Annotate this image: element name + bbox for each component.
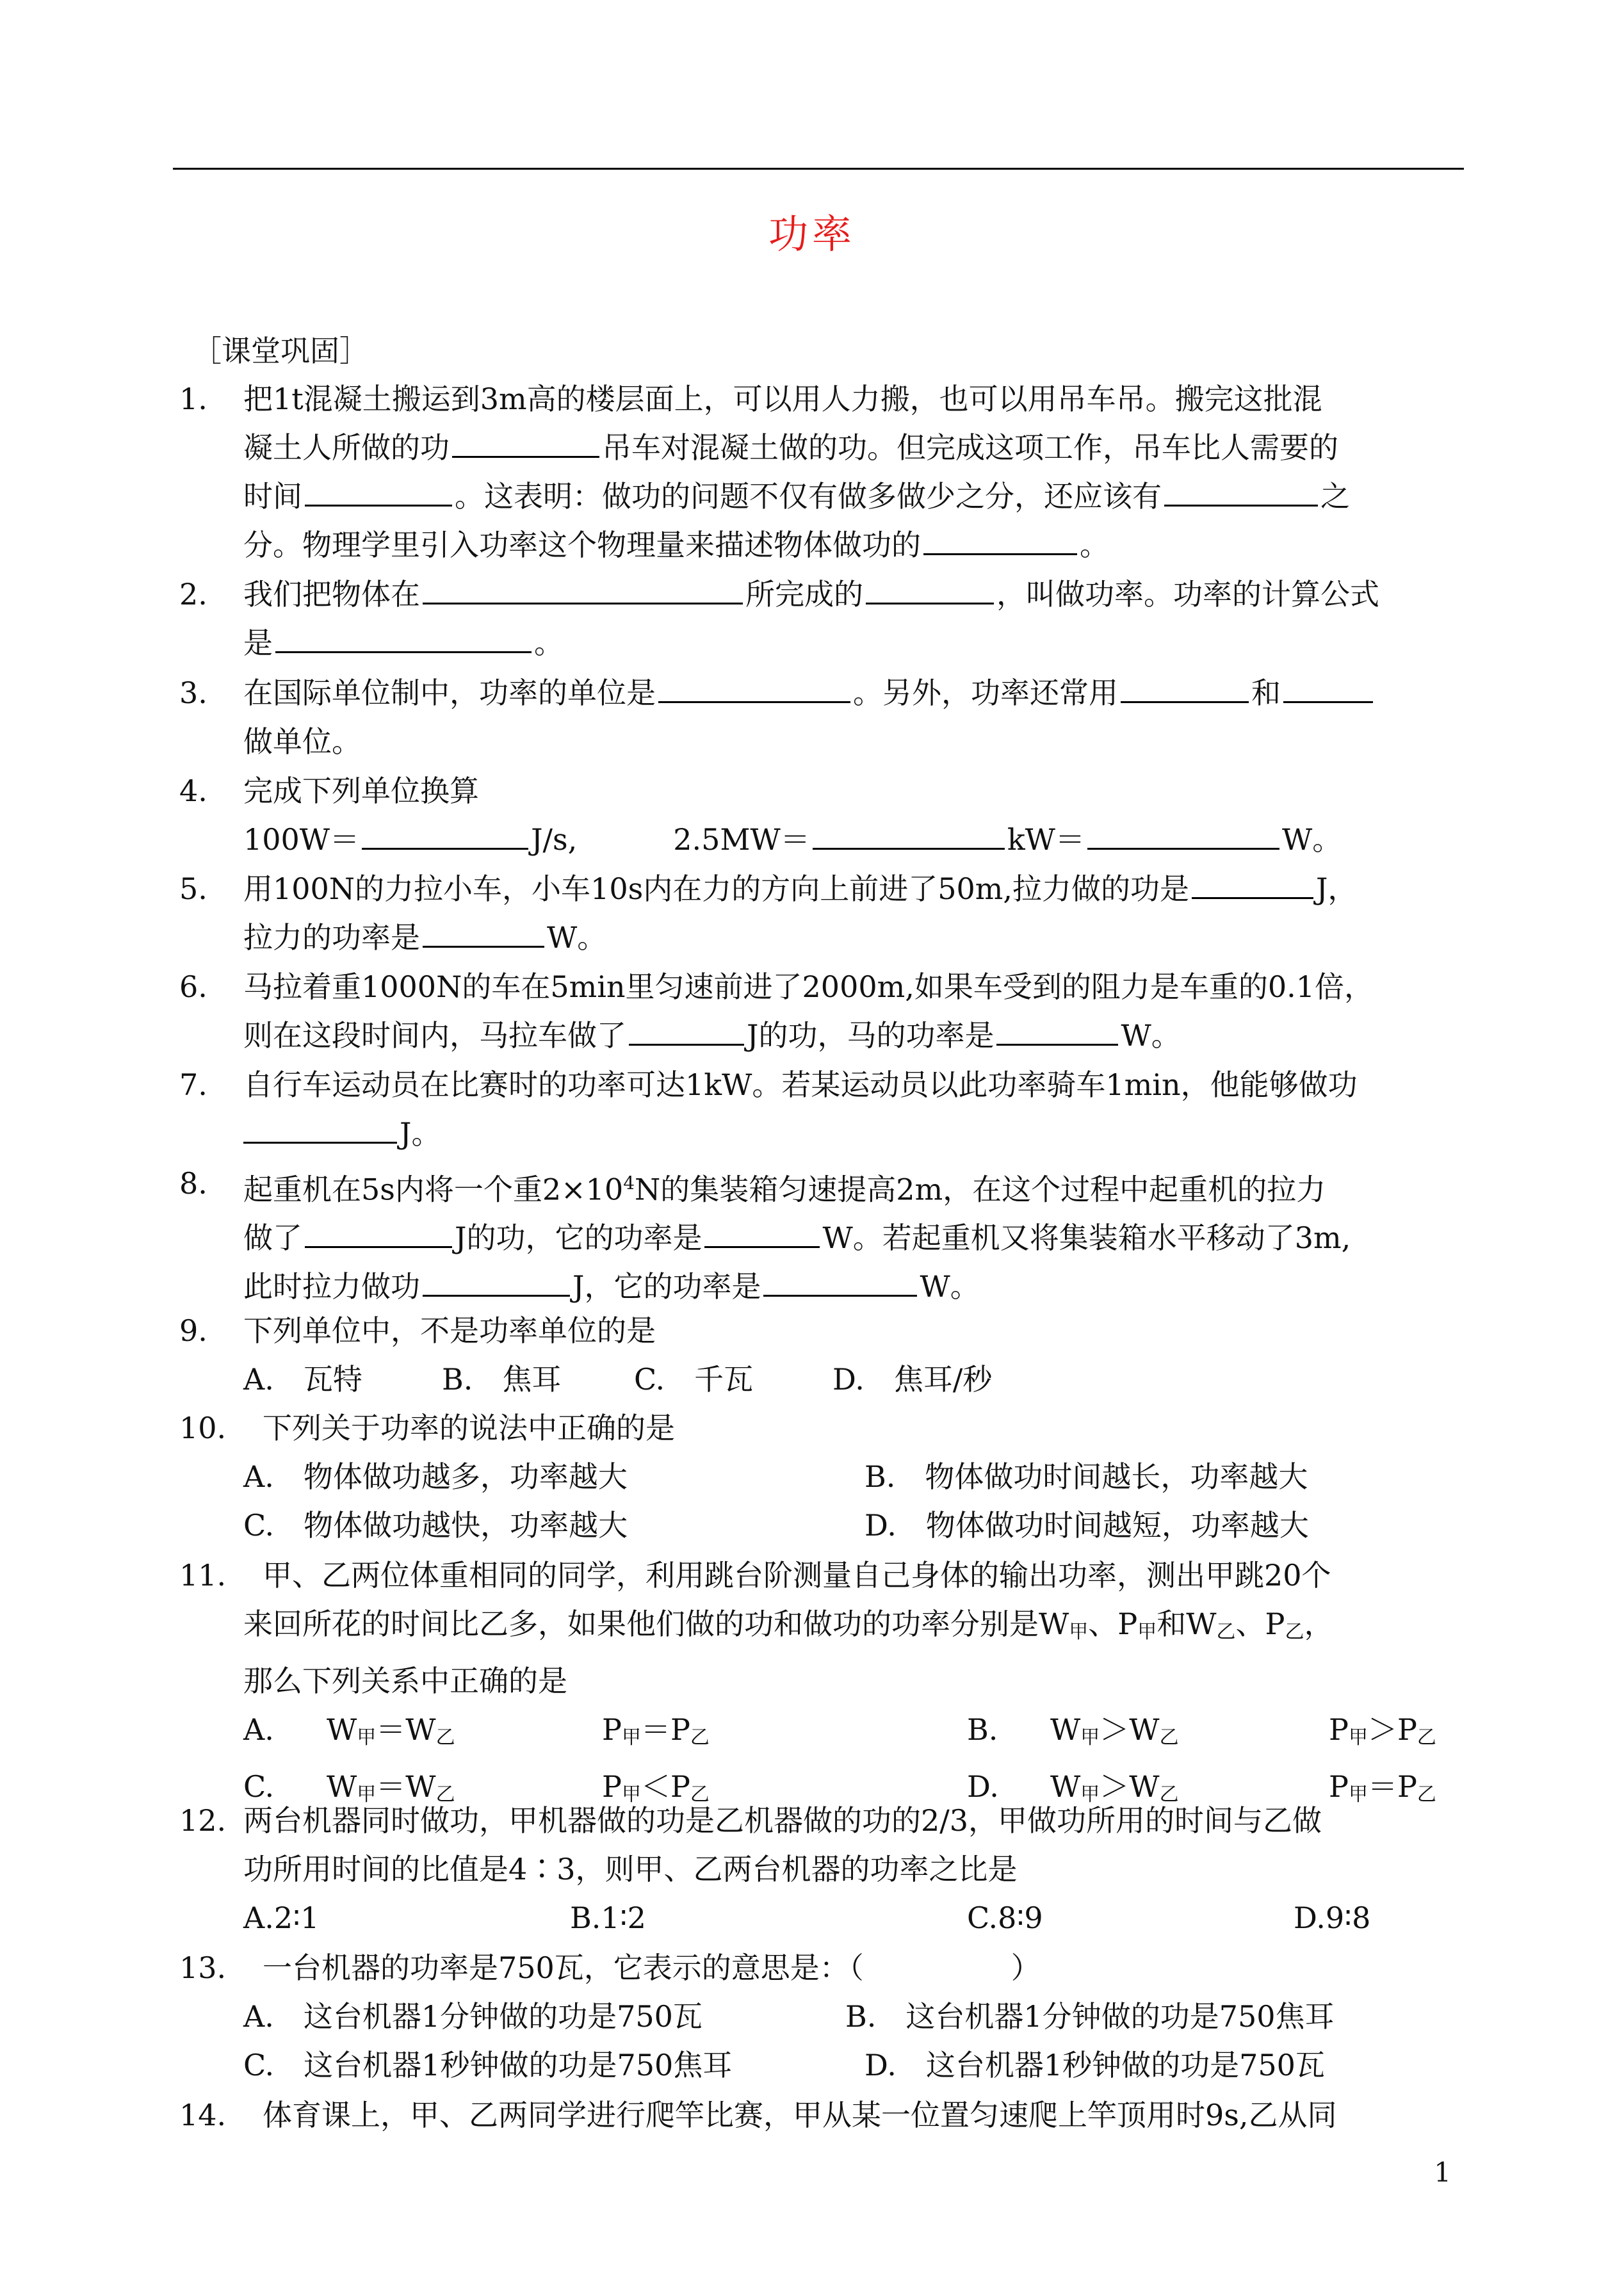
option-d-w: $W_甲>W_乙$ [1050, 1769, 1179, 1806]
option-a[interactable]: A. 这台机器1分钟做的功是750瓦 [243, 1999, 702, 2034]
question-5 [173, 864, 1464, 962]
options-row [243, 1452, 1464, 1501]
option-c[interactable]: C. 千瓦 [634, 1362, 754, 1397]
text-line: J。 [243, 1109, 1464, 1158]
question-13 [173, 1943, 1464, 2089]
section-heading: ［课堂巩固］ [192, 334, 369, 368]
answer-blank[interactable] [423, 923, 544, 948]
text-line: 来回所花的时间比乙多，如果他们做的功和做功的功率分别是$W_甲$、$P_甲$和$W_乙$、$P_乙$， [243, 1607, 1334, 1643]
text-line: 功所用时间的比值是4∶3，则甲、乙两台机器的功率之比是 [243, 1852, 1018, 1886]
answer-blank[interactable] [704, 1223, 820, 1248]
options-row [243, 1992, 1464, 2041]
text-line: 在国际单位制中，功率的单位是 。另外，功率还常用 和 [243, 669, 1464, 717]
question-stem: 下列单位中，不是功率单位的是 [243, 1313, 656, 1348]
answer-blank[interactable] [1192, 874, 1313, 899]
options-row [243, 1705, 1464, 1762]
option-d[interactable]: D. [967, 1769, 999, 1804]
option-d[interactable]: D.9∶8 [1294, 1901, 1371, 1935]
answer-blank[interactable] [629, 1021, 744, 1046]
text-line: 分。物理学里引入功率这个物理量来描述物体做功的 。 [243, 528, 1109, 562]
question-number: 8. [179, 1166, 207, 1201]
answer-blank[interactable] [423, 580, 743, 604]
answer-blank[interactable] [996, 1021, 1118, 1046]
question-11 [173, 1551, 1464, 1819]
question-number: 1. [179, 382, 207, 416]
question-stem: 一台机器的功率是750瓦，它表示的意思是：（ ） [263, 1950, 1041, 1985]
options-row [243, 1894, 1464, 1942]
question-6 [173, 962, 1464, 1060]
question-8 [173, 1159, 1464, 1311]
text-line: 那么下列关系中正确的是 [243, 1664, 567, 1698]
answer-blank[interactable] [275, 628, 532, 653]
question-number: 5. [179, 872, 207, 906]
answer-blank[interactable] [243, 1119, 397, 1144]
text-line: 拉力的功率是 W。 [243, 920, 607, 955]
option-c[interactable]: C. 这台机器1秒钟做的功是750焦耳 [243, 2048, 733, 2082]
answer-blank[interactable] [923, 530, 1077, 555]
question-4 [173, 766, 1464, 864]
question-number: 9. [179, 1313, 207, 1348]
option-c[interactable]: C.8∶9 [967, 1901, 1043, 1935]
text-line: 起重机在5s内将一个重$2\times 10^4N$的集装箱匀速提高2m，在这个过程中起重机的拉力 [243, 1172, 1326, 1207]
option-a-w: $W_甲=W_乙$ [327, 1712, 455, 1749]
answer-blank[interactable] [305, 482, 452, 507]
option-b-p: $P_甲>P_乙$ [1329, 1712, 1436, 1749]
answer-blank[interactable] [362, 825, 528, 850]
option-b[interactable]: B. 这台机器1分钟做的功是750焦耳 [845, 1999, 1335, 2034]
question-number: 3. [179, 676, 207, 710]
option-a[interactable]: A. 物体做功越多，功率越大 [243, 1459, 628, 1494]
text-line: 是 。 [243, 626, 564, 660]
page-number: 1 [1434, 2157, 1451, 2188]
question-9 [173, 1306, 1464, 1404]
question-number: 12. [179, 1803, 227, 1838]
question-10 [173, 1404, 1464, 1550]
question-number: 7. [179, 1067, 207, 1102]
question-number: 6. [179, 969, 207, 1004]
options-row [243, 1501, 1464, 1550]
text-line: 甲、乙两位体重相同的同学，利用跳台阶测量自己身体的输出功率，测出甲跳20个 [263, 1558, 1331, 1593]
text-line: 用100N的力拉小车，小车10s内在力的方向上前进了50m,拉力做的功是 J， [243, 872, 1358, 906]
option-b[interactable]: B.1∶2 [570, 1901, 646, 1935]
answer-blank[interactable] [452, 433, 599, 458]
text-line: 体育课上，甲、乙两同学进行爬竿比赛，甲从某一位置匀速爬上竿顶用时9s,乙从同 [263, 2098, 1337, 2132]
question-number: 10. [179, 1411, 227, 1445]
text-line: 我们把物体在 所完成的 ，叫做功率。功率的计算公式 [243, 577, 1379, 612]
answer-blank[interactable] [813, 825, 1005, 850]
text-line: 则在这段时间内，马拉车做了 J的功，马的功率是 W。 [243, 1018, 1181, 1053]
option-d[interactable]: D. 焦耳/秒 [832, 1362, 993, 1397]
question-7 [173, 1060, 1464, 1158]
options-row [243, 2041, 1464, 2089]
option-b[interactable]: B. 物体做功时间越长，功率越大 [865, 1459, 1308, 1494]
question-12 [173, 1796, 1464, 1942]
answer-blank[interactable] [305, 1223, 452, 1248]
option-c[interactable]: C. 物体做功越快，功率越大 [243, 1508, 628, 1543]
question-number: 14. [179, 2098, 227, 2132]
answer-blank[interactable] [1283, 678, 1373, 703]
option-a[interactable]: A. 瓦特 [243, 1362, 362, 1397]
answer-blank[interactable] [1164, 482, 1318, 507]
option-a[interactable]: A.2∶1 [243, 1901, 320, 1935]
question-1 [173, 375, 1464, 569]
question-number: 2. [179, 577, 207, 612]
option-a-p: $P_甲=P_乙$ [602, 1712, 710, 1749]
answer-blank[interactable] [866, 580, 994, 604]
answer-blank[interactable] [763, 1272, 917, 1297]
option-d[interactable]: D. 这台机器1秒钟做的功是750瓦 [865, 2048, 1325, 2082]
text-line: 做单位。 [243, 724, 361, 759]
text-line: 完成下列单位换算 [243, 774, 479, 808]
answer-blank[interactable] [658, 678, 850, 703]
option-c-p: $P_甲<P_乙$ [602, 1769, 710, 1806]
question-2 [173, 570, 1464, 667]
text-line: 自行车运动员在比赛时的功率可达1kW。若某运动员以此功率骑车1min，他能够做功 [243, 1067, 1358, 1102]
options-row [243, 1355, 1464, 1404]
text-line: 时间 。这表明：做功的问题不仅有做多做少之分，还应该有 之 [243, 479, 1350, 514]
question-number: 11. [179, 1558, 227, 1593]
text-line: 100W＝ J/s, 2.5MW＝ kW＝ W。 [243, 822, 1342, 857]
option-b[interactable]: B. [967, 1712, 998, 1747]
question-stem: 下列关于功率的说法中正确的是 [263, 1411, 675, 1445]
option-a[interactable]: A. [243, 1712, 274, 1747]
answer-blank[interactable] [423, 1272, 570, 1297]
option-d-p: $P_甲=P_乙$ [1329, 1769, 1436, 1806]
option-d[interactable]: D. 物体做功时间越短，功率越大 [865, 1508, 1309, 1543]
question-number: 13. [179, 1950, 227, 1985]
question-14 [173, 2091, 1464, 2139]
question-3 [173, 669, 1464, 766]
text-line: 凝土人所做的功 吊车对混凝土做的功。但完成这项工作，吊车比人需要的 [243, 430, 1338, 465]
text-line: 马拉着重1000N的车在5min里匀速前进了2000m,如果车受到的阻力是车重的0.1倍， [243, 969, 1374, 1004]
question-number: 4. [179, 774, 207, 808]
option-c-w: $W_甲=W_乙$ [327, 1769, 455, 1806]
option-b-w: $W_甲>W_乙$ [1050, 1712, 1179, 1749]
page-title: 功率 [768, 211, 856, 257]
text-line: 把1t混凝土搬运到3m高的楼层面上，可以用人力搬，也可以用吊车吊。搬完这批混 [243, 382, 1322, 416]
answer-blank[interactable] [1121, 678, 1249, 703]
answer-blank[interactable] [1087, 825, 1279, 850]
header-rule [173, 168, 1464, 170]
text-line: 此时拉力做功 J，它的功率是 W。 [243, 1269, 980, 1304]
text-line: 做了 J的功，它的功率是 W。若起重机又将集装箱水平移动了3m, [243, 1220, 1351, 1256]
text-line: 两台机器同时做功，甲机器做的功是乙机器做的功的2/3，甲做功所用的时间与乙做 [243, 1803, 1322, 1838]
option-b[interactable]: B. 焦耳 [442, 1362, 562, 1397]
option-c[interactable]: C. [243, 1769, 275, 1804]
